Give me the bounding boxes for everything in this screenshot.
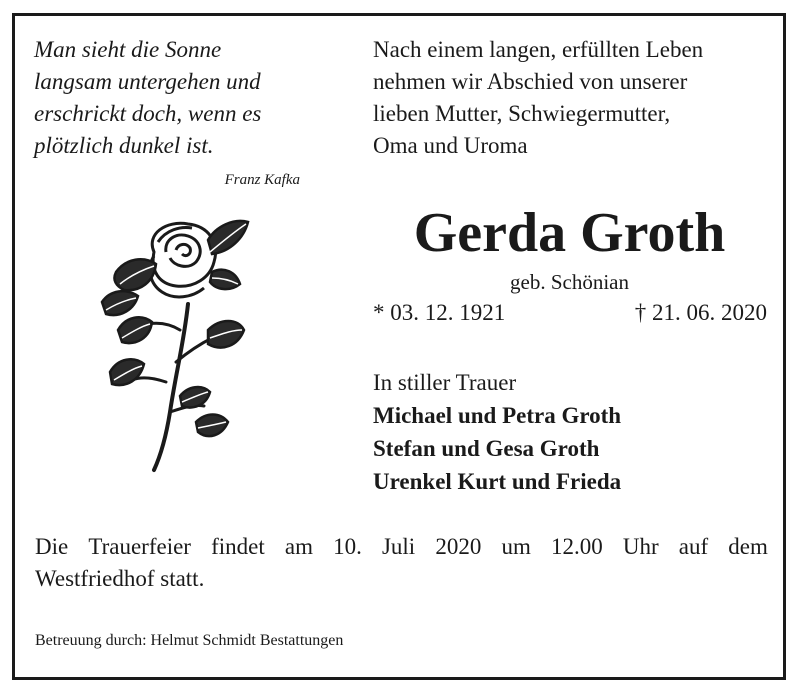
ceremony-word: Trauerfeier [88, 534, 191, 559]
mourners-heading: In stiller Trauer [373, 370, 517, 395]
mourner-name: Stefan und Gesa Groth [373, 436, 600, 461]
ceremony-word: Die [35, 534, 69, 559]
mourners-block [373, 366, 773, 498]
rose-icon [96, 212, 256, 474]
quote-line: langsam untergehen und [34, 69, 261, 94]
birth-date: * 03. 12. 1921 [373, 300, 506, 325]
ceremony-word: 2020 [435, 534, 482, 559]
ceremony-word: findet [211, 534, 265, 559]
kafka-quote [34, 34, 334, 162]
mourner-name: Michael und Petra Groth [373, 403, 622, 428]
ceremony-info [35, 531, 768, 595]
intro-line: lieben Mutter, Schwiegermutter, [373, 101, 671, 126]
ceremony-line-2: Westfriedhof statt. [35, 566, 205, 591]
ceremony-word: dem [728, 534, 768, 559]
ceremony-line-1 [35, 531, 768, 563]
ceremony-word: 12.00 [550, 534, 603, 559]
quote-line: erschrickt doch, wenn es [34, 101, 262, 126]
ceremony-word: 10. [333, 534, 362, 559]
funeral-home-credit: Betreuung durch: Helmut Schmidt Bestattungen [35, 632, 344, 649]
intro-text [373, 34, 773, 162]
ceremony-word: um [501, 534, 531, 559]
deceased-name: Gerda Groth [413, 202, 726, 264]
intro-line: Oma und Uroma [373, 133, 528, 158]
quote-line: Man sieht die Sonne [34, 37, 222, 62]
ceremony-word: Juli [381, 534, 416, 559]
mourner-name: Urenkel Kurt und Frieda [373, 469, 622, 494]
ceremony-word: Uhr [622, 534, 659, 559]
quote-author: Franz Kafka [224, 172, 300, 188]
death-date: † 21. 06. 2020 [634, 300, 767, 325]
ceremony-word: auf [678, 534, 709, 559]
intro-line: Nach einem langen, erfüllten Leben [373, 37, 704, 62]
birth-name: geb. Schönian [510, 270, 629, 294]
quote-line: plötzlich dunkel ist. [34, 133, 214, 158]
ceremony-word: am [284, 534, 313, 559]
intro-line: nehmen wir Abschied von unserer [373, 69, 688, 94]
